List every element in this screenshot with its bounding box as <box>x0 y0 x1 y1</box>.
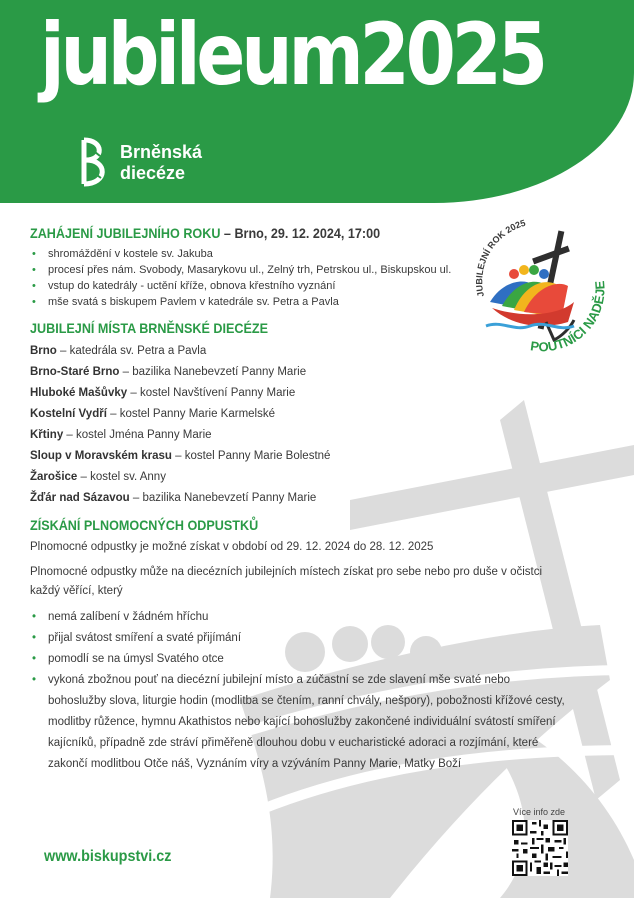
diocese-name-line1: Brněnská <box>120 142 203 162</box>
place-desc: – kostel Panny Marie Karmelské <box>106 408 276 420</box>
place-name: Kostelní Vydří <box>30 408 107 420</box>
list-item <box>30 383 620 404</box>
list-item <box>30 488 620 509</box>
jubilee-arc-text: JUBILEJNÍ ROK 2025 <box>474 217 527 298</box>
list-item <box>30 467 620 488</box>
qr-code-icon[interactable] <box>512 820 568 876</box>
list-item: • shromáždění v kostele sv. Jakuba <box>30 246 620 262</box>
diocese-name-line2: diecéze <box>120 163 186 183</box>
place-desc: – kostel Panny Marie Bolestné <box>171 450 331 462</box>
main-content <box>30 225 620 775</box>
jubilee-places-list <box>30 341 620 509</box>
list-item <box>30 446 620 467</box>
section-places-title: JUBILEJNÍ MÍSTA BRNĚNSKÉ DIECÉZE <box>30 320 269 336</box>
place-desc: – kostel sv. Anny <box>77 471 166 483</box>
qr-label: Více info zde <box>513 807 566 817</box>
section-opening-subtitle: – Brno, 29. 12. 2024, 17:00 <box>220 225 381 241</box>
jubilee-motto: POUTNÍCI NADĚJE <box>529 280 608 355</box>
place-name: Brno <box>30 345 57 357</box>
place-name: Křtiny <box>30 429 64 441</box>
page-title: jubileum2025 <box>40 5 544 105</box>
indulgences-conditions-list <box>30 607 620 775</box>
list-item: • mše svatá s biskupem Pavlem v katedrále sv. Petra a Pavla <box>30 294 620 310</box>
place-desc: – bazilika Nanebevzetí Panny Marie <box>129 492 317 504</box>
section-opening-title <box>30 225 561 241</box>
list-item: • procesí přes nám. Svobody, Masarykovu ul., Zelný trh, Petrskou ul., Biskupskou ul. <box>30 262 620 278</box>
place-desc: – bazilika Nanebevzetí Panny Marie <box>119 366 307 378</box>
list-item: • nemá zalíbení v žádném hříchu <box>30 607 620 628</box>
diocese-logo-icon <box>80 136 110 188</box>
section-opening-heading: ZAHÁJENÍ JUBILEJNÍHO ROKU <box>30 225 221 241</box>
place-name: Žarošice <box>30 471 78 483</box>
list-item <box>30 341 620 362</box>
indulgences-period: Plnomocné odpustky je možné získat v období od 29. 12. 2024 do 28. 12. 2025 <box>30 541 434 553</box>
list-item <box>30 404 620 425</box>
opening-program-list <box>30 246 620 310</box>
list-item: • vstup do katedrály - uctění kříže, obnova křestního vyznání <box>30 278 620 294</box>
place-name: Sloup v Moravském krasu <box>30 450 172 462</box>
list-item: • vykoná zbožnou pouť na diecézní jubilejní místo a zúčastní se zde slavení mše svaté nebo bohoslužby slova, liturgie hodin (modlitba se čtením, ranní chvály, nešpory), pobožnosti křížové cesty, modlitby růžence, hymnu Akathistos nebo kající bohoslužby zakončené individuální svátostí smíření kajícníků, případně zde stráví přiměřeně dlouhou dobu v eucharistické adoraci a rozjímání, které zakončí modlitbou Otče náš, Vyznáním víry a vzýváním Panny Marie, Matky Boží <box>30 670 568 775</box>
place-name: Brno-Staré Brno <box>30 366 120 378</box>
list-item <box>30 425 620 446</box>
header-banner <box>0 0 634 203</box>
place-desc: – katedrála sv. Petra a Pavla <box>56 345 207 357</box>
list-item: • přijal svátost smíření a svaté přijímání <box>30 628 620 649</box>
place-desc: – kostel Jména Panny Marie <box>63 429 212 441</box>
diocese-brand <box>80 136 240 192</box>
website-link[interactable]: www.biskupstvi.cz <box>44 848 172 865</box>
place-name: Hluboké Mašůvky <box>30 387 128 399</box>
list-item: • pomodlí se na úmysl Svatého otce <box>30 649 620 670</box>
list-item <box>30 362 620 383</box>
place-name: Žďár nad Sázavou <box>30 492 130 504</box>
section-indulgences-title: ZÍSKÁNÍ PLNOMOCNÝCH ODPUSTKŮ <box>30 517 259 533</box>
place-desc: – kostel Navštívení Panny Marie <box>127 387 296 399</box>
indulgences-intro: Plnomocné odpustky může na diecézních jubilejních místech získat pro sebe nebo pro duše v očistci každý věřící, který <box>30 566 543 597</box>
diocese-name <box>120 142 202 184</box>
